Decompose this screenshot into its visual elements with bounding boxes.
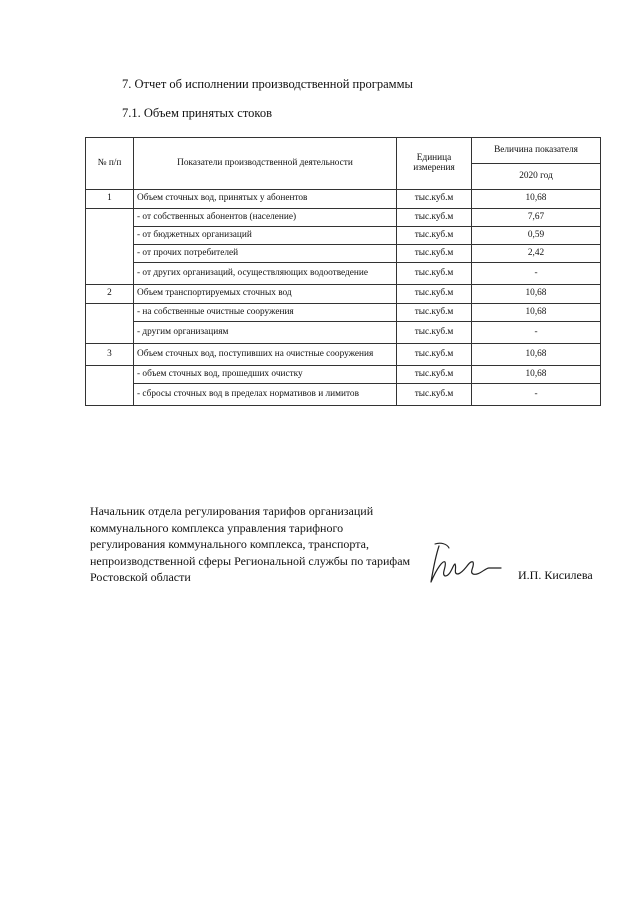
row-indicator: Объем сточных вод, поступивших на очистные сооружения (134, 344, 397, 366)
row-unit: тыс.куб.м (397, 384, 472, 406)
row-value: 10,68 (472, 190, 601, 209)
row-value: 0,59 (472, 227, 601, 245)
table-row (86, 304, 601, 322)
row-unit: тыс.куб.м (397, 227, 472, 245)
wastewater-volume-table (85, 137, 601, 406)
row-value: 10,68 (472, 285, 601, 304)
row-indicator: - от собственных абонентов (население) (134, 209, 397, 227)
row-unit: тыс.куб.м (397, 209, 472, 227)
signer-name: И.П. Кисилева (518, 568, 593, 582)
row-indicator: Объем сточных вод, принятых у абонентов (134, 190, 397, 209)
row-indicator: Объем транспортируемых сточных вод (134, 285, 397, 304)
header-indicators: Показатели производственной деятельности (134, 138, 397, 190)
row-value: 10,68 (472, 366, 601, 384)
row-number: 1 (86, 190, 134, 209)
handwritten-signature (425, 538, 505, 588)
table-row (86, 190, 601, 209)
row-number-empty (86, 304, 134, 344)
table-row (86, 322, 601, 344)
table-row (86, 366, 601, 384)
row-value: 10,68 (472, 304, 601, 322)
row-indicator: - от прочих потребителей (134, 245, 397, 263)
header-number: № п/п (86, 138, 134, 190)
subsection-heading: 7.1. Объем принятых стоков (122, 106, 272, 120)
row-indicator: - на собственные очистные сооружения (134, 304, 397, 322)
row-unit: тыс.куб.м (397, 190, 472, 209)
row-indicator: - от бюджетных организаций (134, 227, 397, 245)
header-year: 2020 год (472, 164, 601, 190)
row-indicator: - от других организаций, осуществляющих водоотведение (134, 263, 397, 285)
row-unit: тыс.куб.м (397, 344, 472, 366)
table-row (86, 227, 601, 245)
row-unit: тыс.куб.м (397, 263, 472, 285)
row-unit: тыс.куб.м (397, 366, 472, 384)
header-value: Величина показателя (472, 138, 601, 164)
row-number: 3 (86, 344, 134, 366)
table-row (86, 263, 601, 285)
row-unit: тыс.куб.м (397, 285, 472, 304)
row-value: - (472, 322, 601, 344)
table-row (86, 209, 601, 227)
table-row (86, 245, 601, 263)
table-row (86, 285, 601, 304)
table-row (86, 344, 601, 366)
row-value: - (472, 384, 601, 406)
row-unit: тыс.куб.м (397, 322, 472, 344)
header-unit: Единица измерения (397, 138, 472, 190)
row-number: 2 (86, 285, 134, 304)
table-row (86, 384, 601, 406)
row-value: - (472, 263, 601, 285)
row-unit: тыс.куб.м (397, 245, 472, 263)
row-indicator: - сбросы сточных вод в пределах нормативов и лимитов (134, 384, 397, 406)
row-value: 10,68 (472, 344, 601, 366)
signatory-position: Начальник отдела регулирования тарифов организаций коммунального комплекса управления тарифного регулирования коммунального комплекса, транспорта, непроизводственной сферы Региональной службы по тарифам Ростовской области (90, 504, 411, 584)
row-value: 7,67 (472, 209, 601, 227)
row-indicator: - объем сточных вод, прошедших очистку (134, 366, 397, 384)
row-indicator: - другим организациям (134, 322, 397, 344)
row-number-empty (86, 209, 134, 285)
row-number-empty (86, 366, 134, 406)
row-value: 2,42 (472, 245, 601, 263)
row-unit: тыс.куб.м (397, 304, 472, 322)
section-heading: 7. Отчет об исполнении производственной программы (122, 77, 413, 91)
